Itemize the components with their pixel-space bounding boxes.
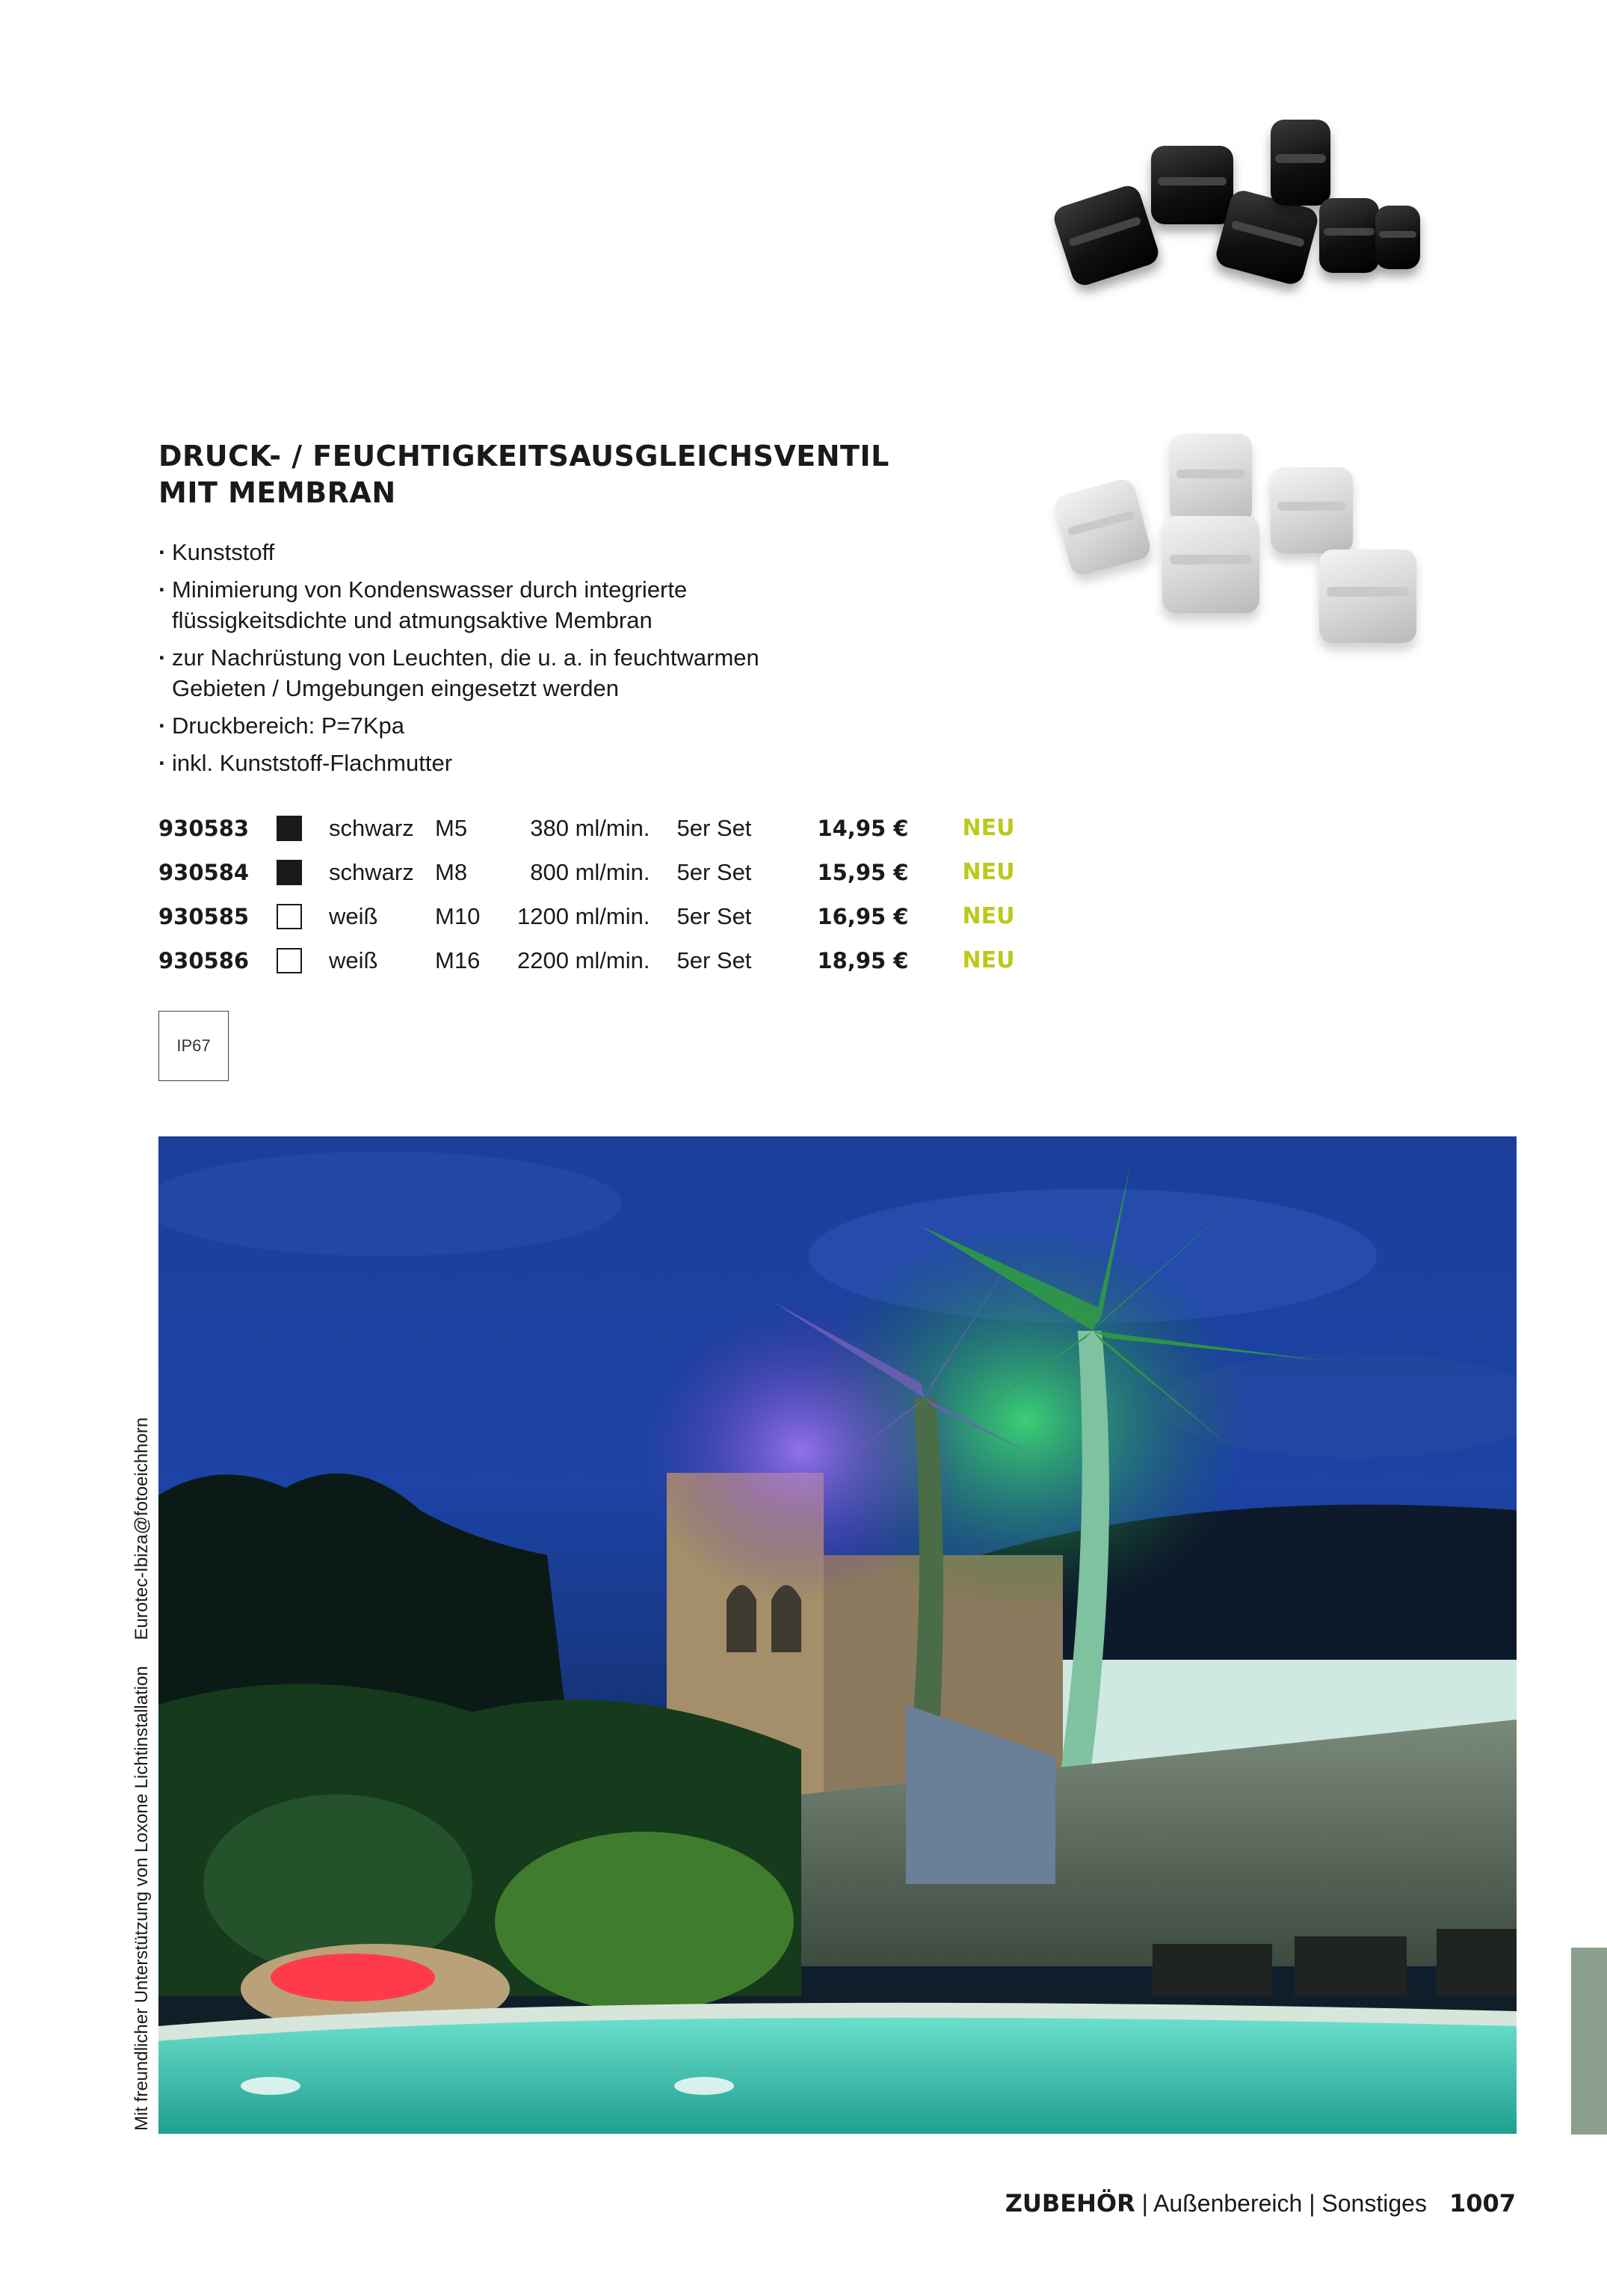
color-name: weiß: [329, 947, 378, 973]
variant-row: [158, 806, 1014, 850]
photo-credit: [132, 1398, 152, 2131]
product-image-white-valves: [1054, 426, 1458, 650]
footer-subcategory: Außenbereich: [1153, 2190, 1303, 2217]
flow-rate: 800 ml/min.: [530, 858, 650, 885]
article-number: 930584: [158, 859, 250, 885]
article-number: 930586: [158, 947, 250, 973]
ip-rating-label: IP67: [176, 1036, 211, 1055]
article-number: 930583: [158, 815, 250, 841]
color-swatch: [277, 894, 329, 938]
flow-rate: 380 ml/min.: [530, 814, 650, 841]
feature-item: · Minimierung von Kondenswasser durch integrierte flüssigkeitsdichte und atmungsaktive Membran: [158, 574, 846, 635]
photo-credit-line1: Mit freundlicher Unterstützung von Loxone Lichtinstallation: [132, 1666, 152, 2131]
new-badge: NEU: [962, 859, 1015, 885]
thread-size: M10: [435, 902, 481, 929]
swatch-box: [277, 816, 302, 841]
footer-separator: |: [1302, 2190, 1322, 2217]
pack-size: 5er Set: [676, 858, 752, 885]
variant-row: [158, 850, 1014, 894]
color-swatch: [277, 806, 329, 850]
variant-row: [158, 938, 1014, 982]
variant-row: [158, 894, 1014, 938]
footer-category: ZUBEHÖR: [1005, 2189, 1135, 2217]
color-name: schwarz: [329, 858, 414, 885]
product-title-line2: MIT MEMBRAN: [158, 476, 396, 509]
swatch-box: [277, 904, 302, 929]
product-title: [158, 438, 981, 511]
color-name: weiß: [329, 902, 378, 929]
feature-item: · Druckbereich: P=7Kpa: [158, 710, 846, 741]
page-footer: [1005, 2189, 1516, 2217]
color-name: schwarz: [329, 814, 414, 841]
feature-item: · inkl. Kunststoff-Flachmutter: [158, 748, 846, 778]
price: 18,95 €: [817, 947, 909, 973]
thread-size: M16: [435, 947, 481, 973]
color-swatch: [277, 850, 329, 894]
variant-table: [158, 806, 1014, 982]
product-image-black-valves: [1046, 112, 1435, 292]
feature-list: [158, 537, 846, 785]
article-number: 930585: [158, 903, 250, 929]
new-badge: NEU: [962, 947, 1015, 973]
price: 16,95 €: [817, 903, 909, 929]
thread-size: M8: [435, 858, 468, 885]
swatch-box: [277, 948, 302, 973]
thread-size: M5: [435, 814, 468, 841]
flow-rate: 2200 ml/min.: [517, 947, 650, 973]
color-swatch: [277, 938, 329, 982]
pack-size: 5er Set: [676, 814, 752, 841]
page-number: 1007: [1449, 2189, 1516, 2217]
garden-night-photo: [158, 1136, 1517, 2134]
price: 14,95 €: [817, 815, 909, 841]
swatch-box: [277, 860, 302, 885]
section-side-tab: [1571, 1948, 1607, 2135]
pack-size: 5er Set: [676, 902, 752, 929]
pack-size: 5er Set: [676, 947, 752, 973]
price: 15,95 €: [817, 859, 909, 885]
photo-credit-line2: Eurotec-Ibiza@fotoeichhorn: [132, 1417, 152, 1640]
new-badge: NEU: [962, 903, 1015, 929]
footer-subcategory: Sonstiges: [1321, 2190, 1427, 2217]
feature-item: · Kunststoff: [158, 537, 846, 567]
product-title-line1: DRUCK- / FEUCHTIGKEITSAUSGLEICHSVENTIL: [158, 440, 889, 473]
new-badge: NEU: [962, 815, 1015, 841]
feature-item: · zur Nachrüstung von Leuchten, die u. a. in feuchtwarmen Gebieten / Umgebungen eingesetzt werden: [158, 642, 846, 704]
ip-rating-badge: [158, 1011, 229, 1081]
footer-separator: |: [1135, 2190, 1154, 2217]
flow-rate: 1200 ml/min.: [517, 902, 650, 929]
